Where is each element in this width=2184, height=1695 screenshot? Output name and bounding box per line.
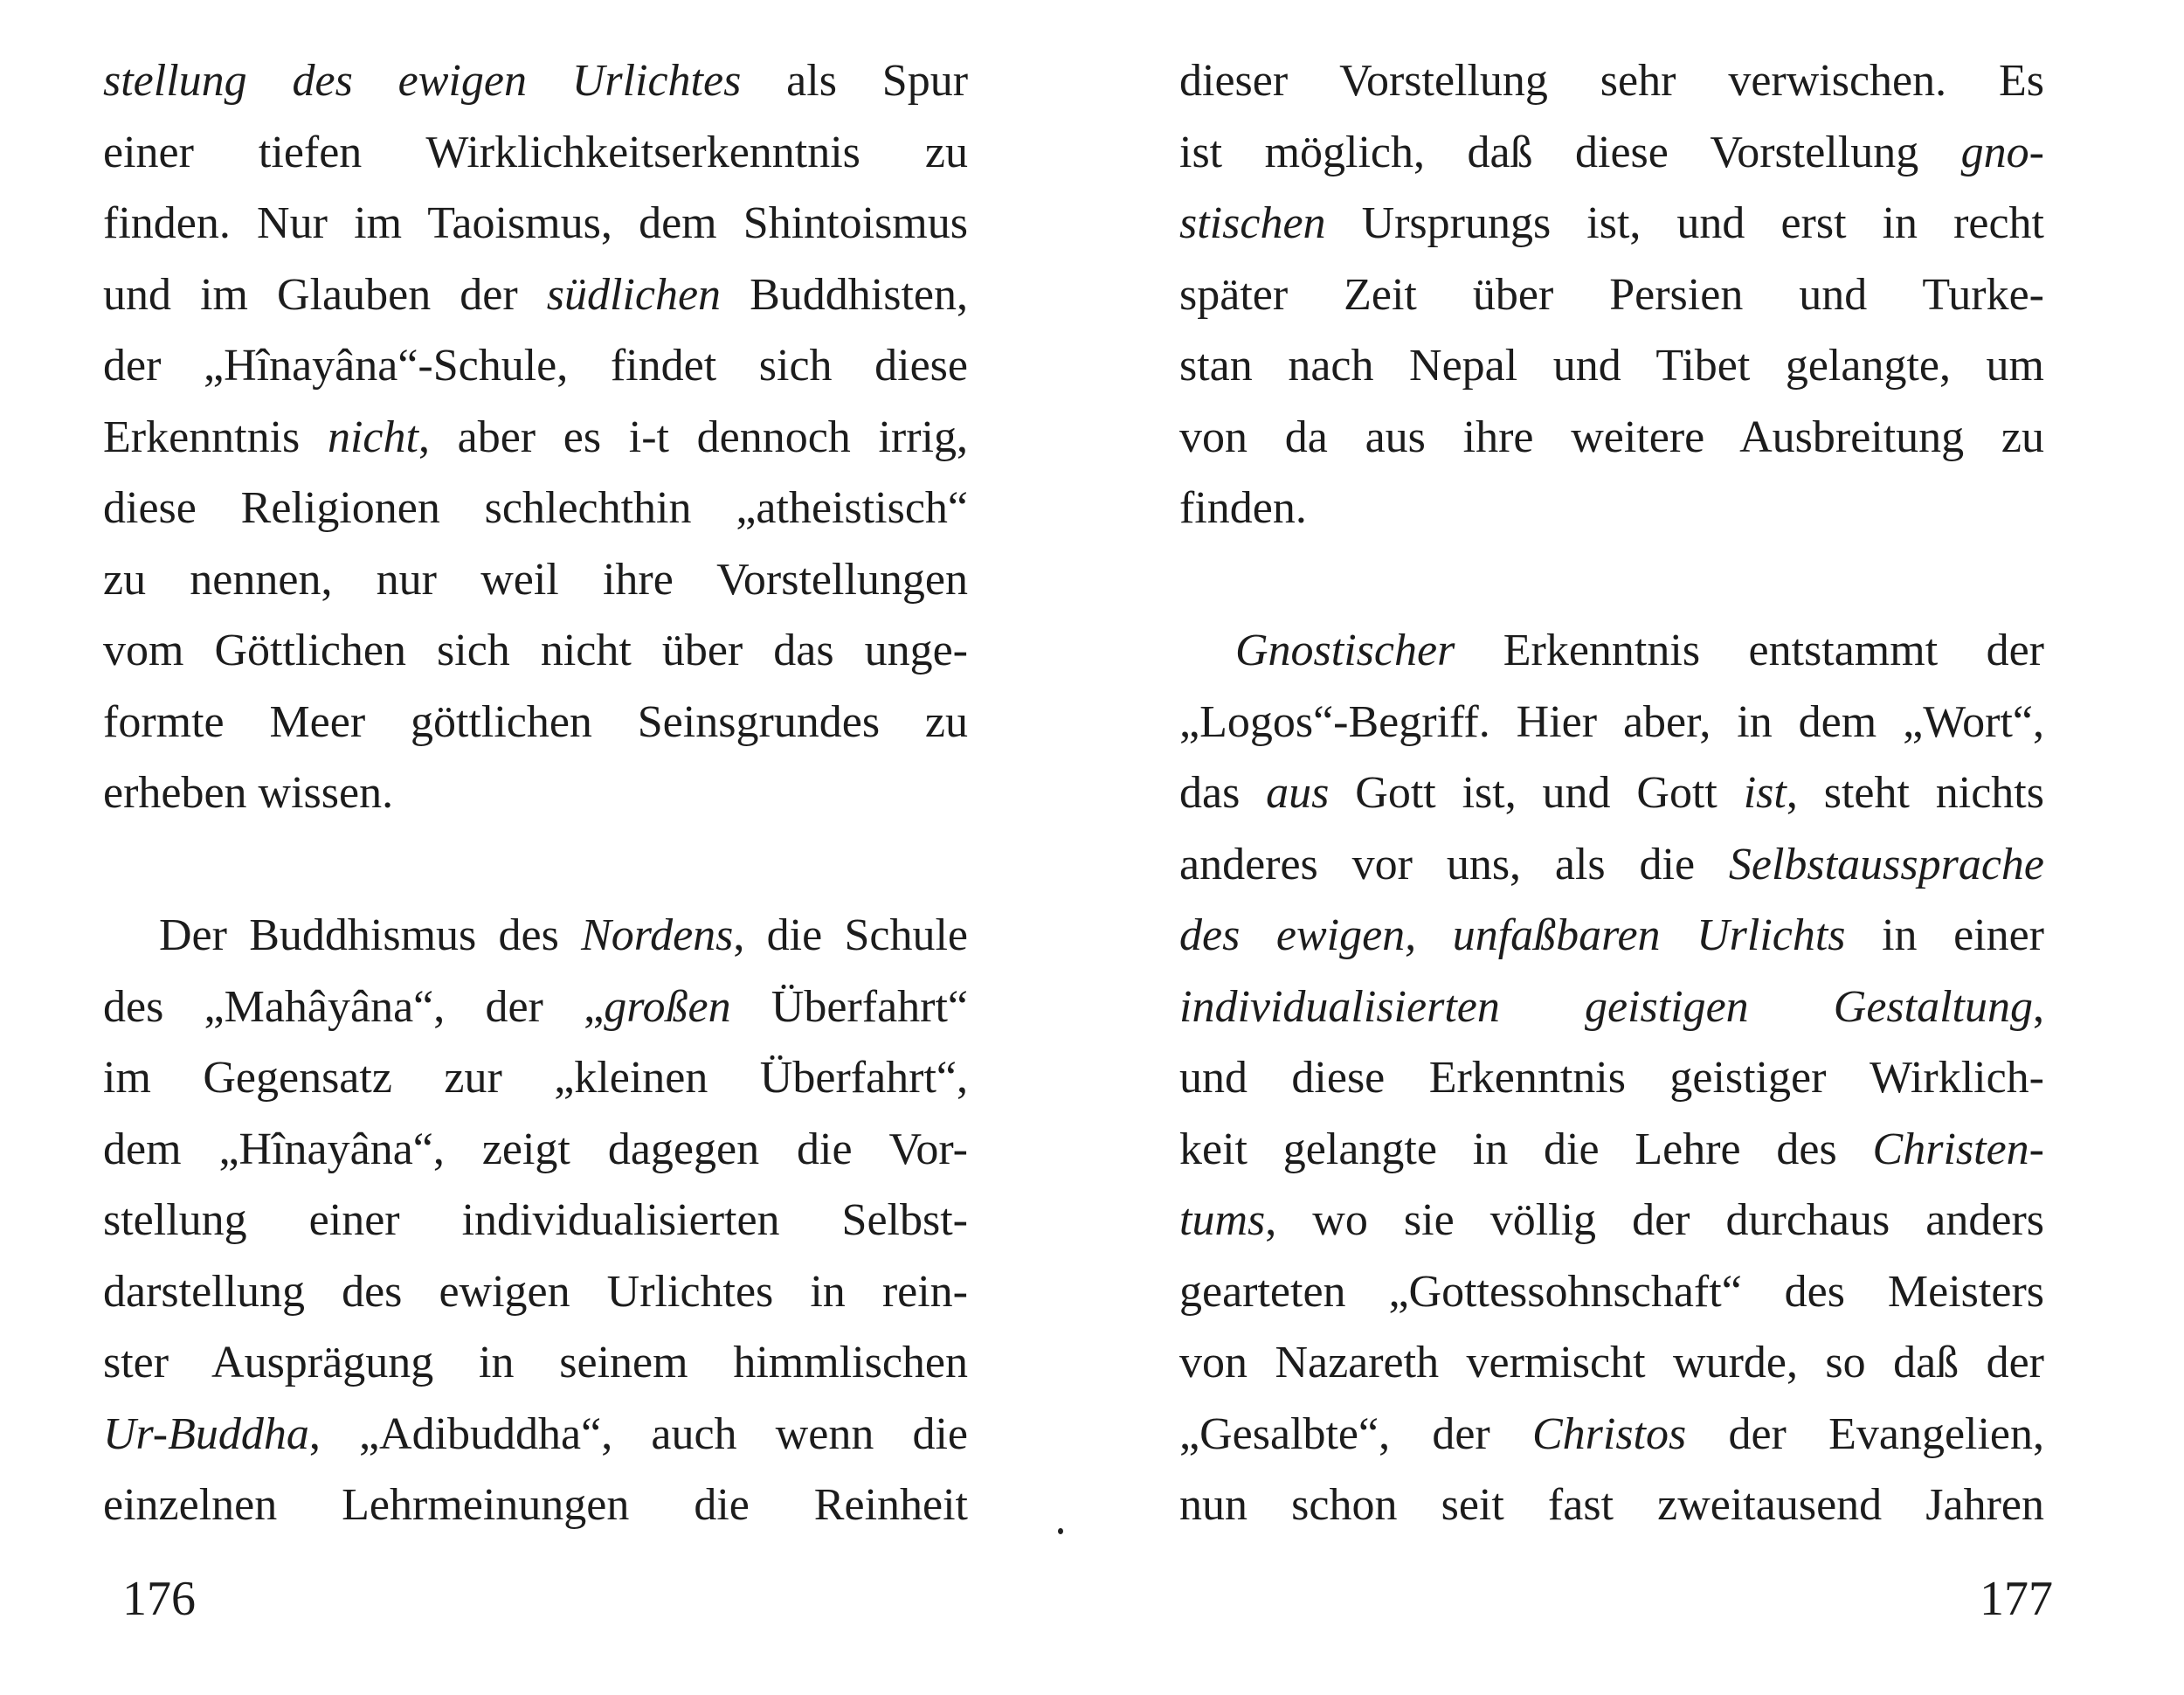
text-line bbox=[103, 544, 968, 616]
text-line bbox=[1179, 1470, 2044, 1541]
text-run: anderes vor uns, als die bbox=[1179, 839, 1729, 889]
text-run: ster Ausprägung in seinem himmlischen bbox=[103, 1338, 968, 1387]
text-run: Überfahrt“ bbox=[730, 981, 968, 1032]
italic-text: südlichen bbox=[546, 269, 722, 320]
text-line bbox=[103, 1256, 968, 1328]
text-line bbox=[1179, 1327, 2044, 1399]
text-run: von da aus ihre weitere Ausbreitung zu bbox=[1179, 412, 2044, 462]
paragraph-gap bbox=[1179, 544, 2044, 616]
italic-text: nicht bbox=[327, 412, 418, 462]
italic-text: großen bbox=[604, 981, 731, 1032]
text-run: „Gesalbte“, der bbox=[1179, 1408, 1532, 1459]
text-line bbox=[103, 758, 968, 829]
print-speck bbox=[1058, 1528, 1063, 1534]
italic-text: Nordens bbox=[581, 910, 734, 960]
text-run: darstellung des ewigen Urlichtes in rein- bbox=[103, 1266, 968, 1317]
text-line bbox=[103, 1042, 968, 1114]
text-run: als Spur bbox=[741, 56, 969, 106]
right-page-text bbox=[1179, 45, 2044, 1541]
text-run: Erkenntnis entstammt der bbox=[1455, 626, 2044, 675]
text-line bbox=[1179, 330, 2044, 402]
text-line bbox=[103, 1327, 968, 1399]
text-run: der Evangelien, bbox=[1686, 1408, 2045, 1459]
text-run: im Gegensatz zur „kleinen Überfahrt“, bbox=[103, 1053, 968, 1103]
text-run: gearteten „Gottessohnschaft“ des Meisters bbox=[1179, 1266, 2044, 1317]
paragraph bbox=[1179, 45, 2044, 544]
text-line bbox=[103, 330, 968, 402]
text-line bbox=[103, 259, 968, 331]
text-run: das bbox=[1179, 768, 1267, 818]
text-run: Gott ist, und Gott bbox=[1329, 768, 1744, 818]
text-line bbox=[1179, 402, 2044, 474]
paragraph bbox=[103, 900, 968, 1541]
text-run: keit gelangte in die Lehre des bbox=[1179, 1124, 1873, 1174]
text-run: , wo sie völlig der durchaus anders bbox=[1265, 1195, 2044, 1245]
text-run: erheben wissen. bbox=[103, 768, 394, 818]
text-run: nun schon seit fast zweitausend Jahren bbox=[1179, 1480, 2044, 1530]
text-line bbox=[103, 1114, 968, 1186]
text-run: , „Adibuddha“, auch wenn die bbox=[308, 1408, 968, 1459]
text-line bbox=[103, 972, 968, 1043]
italic-text: des ewigen, unfaßbaren Urlichts bbox=[1179, 910, 1846, 960]
text-line bbox=[1179, 1114, 2044, 1186]
left-page-text bbox=[103, 45, 968, 1541]
text-run: Erkenntnis bbox=[103, 412, 328, 462]
right-page-number: 177 bbox=[1980, 1572, 2053, 1626]
text-run: ist möglich, daß diese Vorstellung bbox=[1179, 127, 1961, 177]
text-run: formte Meer göttlichen Seinsgrundes zu bbox=[103, 696, 968, 747]
italic-text: Selbstaussprache bbox=[1728, 839, 2044, 889]
text-run: , steht nichts bbox=[1786, 768, 2044, 818]
text-run: in einer bbox=[1845, 910, 2044, 960]
text-run: einzelnen Lehrmeinungen die Reinheit bbox=[103, 1480, 968, 1530]
text-line bbox=[1179, 188, 2044, 259]
text-line bbox=[1179, 259, 2044, 331]
text-run: von Nazareth vermischt wurde, so daß der bbox=[1179, 1338, 2044, 1387]
text-line bbox=[1179, 1042, 2044, 1114]
text-line bbox=[1179, 1256, 2044, 1328]
text-line bbox=[103, 117, 968, 189]
text-line bbox=[1179, 829, 2044, 901]
text-run: , aber es i-t dennoch irrig, bbox=[418, 412, 968, 462]
italic-text: ist bbox=[1743, 768, 1787, 818]
text-line bbox=[103, 1399, 968, 1470]
italic-text: Christos bbox=[1531, 1408, 1687, 1459]
text-line bbox=[103, 45, 968, 117]
text-line bbox=[1179, 1399, 2044, 1470]
text-line bbox=[103, 188, 968, 259]
text-line bbox=[1179, 615, 2044, 687]
text-run: finden. Nur im Taoismus, dem Shintoismus bbox=[103, 198, 968, 248]
text-run: , die Schule bbox=[733, 910, 968, 960]
text-run: stan nach Nepal und Tibet gelangte, um bbox=[1179, 341, 2044, 391]
text-run: Der Buddhismus des bbox=[159, 910, 582, 960]
text-run: finden. bbox=[1179, 483, 1307, 533]
text-line bbox=[1179, 687, 2044, 758]
text-line bbox=[103, 473, 968, 544]
italic-text: aus bbox=[1266, 768, 1330, 818]
text-run: vom Göttlichen sich nicht über das unge- bbox=[103, 626, 968, 675]
text-line bbox=[1179, 972, 2044, 1043]
text-line bbox=[103, 687, 968, 758]
text-run: stellung einer individualisierten Selbst- bbox=[103, 1195, 968, 1245]
text-line bbox=[103, 1185, 968, 1256]
italic-text: Gnostischer bbox=[1235, 626, 1455, 675]
text-run: Ursprungs ist, und erst in recht bbox=[1325, 198, 2044, 248]
text-line bbox=[103, 1470, 968, 1541]
text-run: dieser Vorstellung sehr verwischen. Es bbox=[1179, 56, 2044, 106]
text-run: zu nennen, nur weil ihre Vorstellungen bbox=[103, 554, 968, 605]
text-line bbox=[103, 402, 968, 474]
paragraph bbox=[1179, 615, 2044, 1541]
text-line bbox=[1179, 473, 2044, 544]
text-run: , bbox=[2033, 981, 2044, 1032]
italic-text: individualisierten geistigen Gestaltung bbox=[1179, 981, 2033, 1032]
text-run: später Zeit über Persien und Turke- bbox=[1179, 269, 2044, 320]
text-run: des „Mahâyâna“, der „ bbox=[103, 981, 605, 1032]
italic-text: Christen- bbox=[1872, 1124, 2044, 1174]
italic-text: Ur-Buddha bbox=[103, 1408, 309, 1459]
italic-text: stellung des ewigen Urlichtes bbox=[103, 56, 742, 106]
text-run: Buddhisten, bbox=[721, 269, 968, 320]
paragraph-gap bbox=[103, 829, 968, 901]
text-line bbox=[103, 615, 968, 687]
italic-text: stischen bbox=[1179, 198, 1326, 248]
text-run: und diese Erkenntnis geistiger Wirklich- bbox=[1179, 1053, 2044, 1103]
text-line bbox=[103, 900, 968, 972]
left-page-number: 176 bbox=[122, 1572, 196, 1626]
italic-text: tums bbox=[1179, 1195, 1266, 1245]
text-line bbox=[1179, 1185, 2044, 1256]
text-run: „Logos“-Begriff. Hier aber, in dem „Wort“, bbox=[1179, 696, 2044, 747]
text-run: und im Glauben der bbox=[103, 269, 547, 320]
text-line bbox=[1179, 117, 2044, 189]
text-line bbox=[1179, 758, 2044, 829]
paragraph bbox=[103, 45, 968, 829]
text-line bbox=[1179, 45, 2044, 117]
italic-text: gno- bbox=[1960, 127, 2044, 177]
text-run: dem „Hînayâna“, zeigt dagegen die Vor- bbox=[103, 1124, 968, 1174]
text-run: diese Religionen schlechthin „atheistisch“ bbox=[103, 483, 968, 533]
text-run: einer tiefen Wirklichkeitserkenntnis zu bbox=[103, 127, 968, 177]
text-line bbox=[1179, 900, 2044, 972]
text-run: der „Hînayâna“-Schule, findet sich diese bbox=[103, 341, 968, 391]
